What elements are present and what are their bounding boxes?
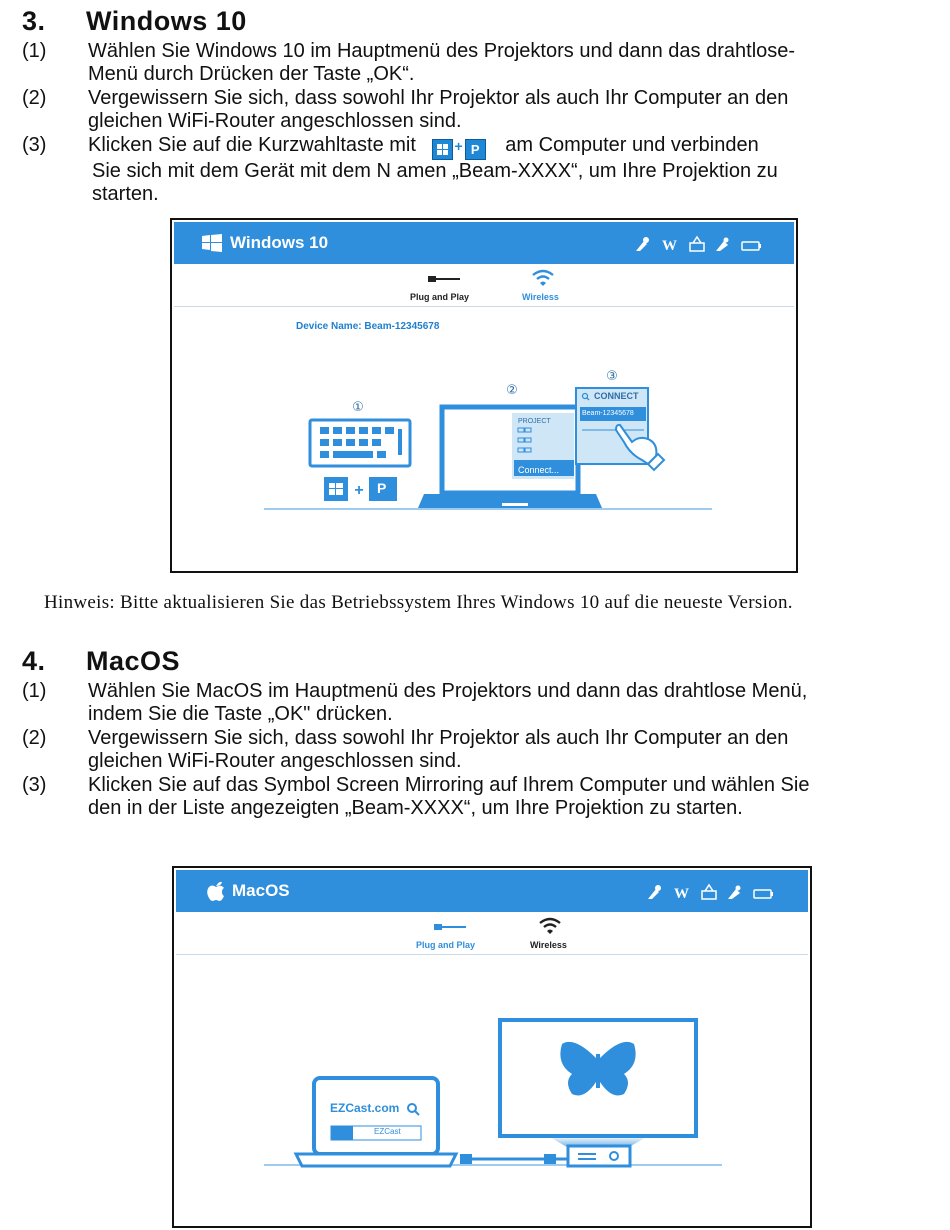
section-title: MacOS (86, 646, 181, 676)
step-item (22, 727, 932, 773)
project-label: PROJECT (518, 418, 551, 425)
connect-menu-item: Connect... (518, 465, 560, 475)
screen-title: MacOS (232, 881, 290, 900)
laptop-icon (314, 1078, 438, 1154)
device-name: Device Name: Beam-12345678 (296, 321, 440, 332)
step-item (22, 40, 932, 86)
plus-icon: + (454, 138, 463, 154)
section-number: 3. (22, 6, 46, 36)
plus-sign: + (354, 482, 364, 499)
step-number: (2) (22, 87, 47, 109)
step-marker: ② (506, 383, 518, 398)
screen-title: Windows 10 (230, 233, 329, 252)
step-line: Klicken Sie auf das Symbol Screen Mirroring auf Ihrem Computer und wählen Sie (88, 774, 810, 796)
svg-text:W: W (662, 238, 677, 253)
step-line: Klicken Sie auf die Kurzwahltaste mit (88, 134, 416, 156)
step-line: Sie sich mit dem Gerät mit dem N amen „Beam-XXXX“, um Ihre Projektion zu (92, 160, 778, 182)
step-line: gleichen WiFi-Router angeschlossen sind. (88, 110, 462, 132)
connect-device-item: Beam-12345678 (582, 410, 634, 417)
step-item (22, 134, 932, 206)
step-item (22, 87, 932, 133)
step-marker: ① (352, 400, 364, 415)
connect-button-label: CONNECT (594, 391, 639, 401)
p-key: P (465, 139, 486, 160)
step-number: (1) (22, 40, 47, 62)
section-3-heading (22, 6, 247, 37)
shortcut-keys (432, 134, 486, 160)
note-text: Hinweis: Bitte aktualisieren Sie das Betriebssystem Ihres Windows 10 auf die neueste Version. (44, 592, 793, 613)
p-key-label: P (377, 480, 387, 496)
connection-diagram (172, 220, 796, 571)
windows-key-icon (432, 139, 453, 160)
section-title: Windows 10 (86, 6, 247, 36)
step-line: den in der Liste angezeigten „Beam-XXXX“, um Ihre Projektion zu starten. (88, 797, 743, 819)
svg-text:W: W (674, 886, 689, 901)
windows-10-screen-illustration (170, 218, 798, 573)
tab-plug-and-play: Plug and Play (410, 292, 470, 302)
mirroring-diagram (174, 868, 810, 1226)
projector-icon (568, 1146, 630, 1166)
ezcast-label: EZCast (374, 1127, 401, 1136)
step-line: Vergewissern Sie sich, dass sowohl Ihr Projektor als auch Ihr Computer an den (88, 87, 789, 109)
step-line: Menü durch Drücken der Taste „OK“. (88, 63, 415, 85)
step-line: Wählen Sie Windows 10 im Hauptmenü des Projektors und dann das drahtlose- (88, 40, 796, 62)
section-4-heading (22, 646, 180, 677)
step-marker: ③ (606, 369, 618, 384)
step-number: (1) (22, 680, 47, 702)
step-number: (2) (22, 727, 47, 749)
step-line: am Computer und verbinden (505, 134, 759, 156)
step-item (22, 774, 932, 820)
step-item (22, 680, 932, 726)
tab-wireless: Wireless (530, 940, 567, 950)
macos-screen-illustration (172, 866, 812, 1228)
step-line: starten. (92, 183, 159, 205)
step-line: Wählen Sie MacOS im Hauptmenü des Projektors und dann das drahtlose Menü, (88, 680, 808, 702)
section-number: 4. (22, 646, 46, 676)
step-number: (3) (22, 774, 47, 796)
search-text: EZCast.com (330, 1101, 400, 1115)
step-line: Vergewissern Sie sich, dass sowohl Ihr Projektor als auch Ihr Computer an den (88, 727, 789, 749)
tab-wireless: Wireless (522, 292, 559, 302)
step-number: (3) (22, 134, 47, 156)
step-line: gleichen WiFi-Router angeschlossen sind. (88, 750, 462, 772)
step-line: indem Sie die Taste „OK" drücken. (88, 703, 393, 725)
tab-plug-and-play: Plug and Play (416, 940, 476, 950)
